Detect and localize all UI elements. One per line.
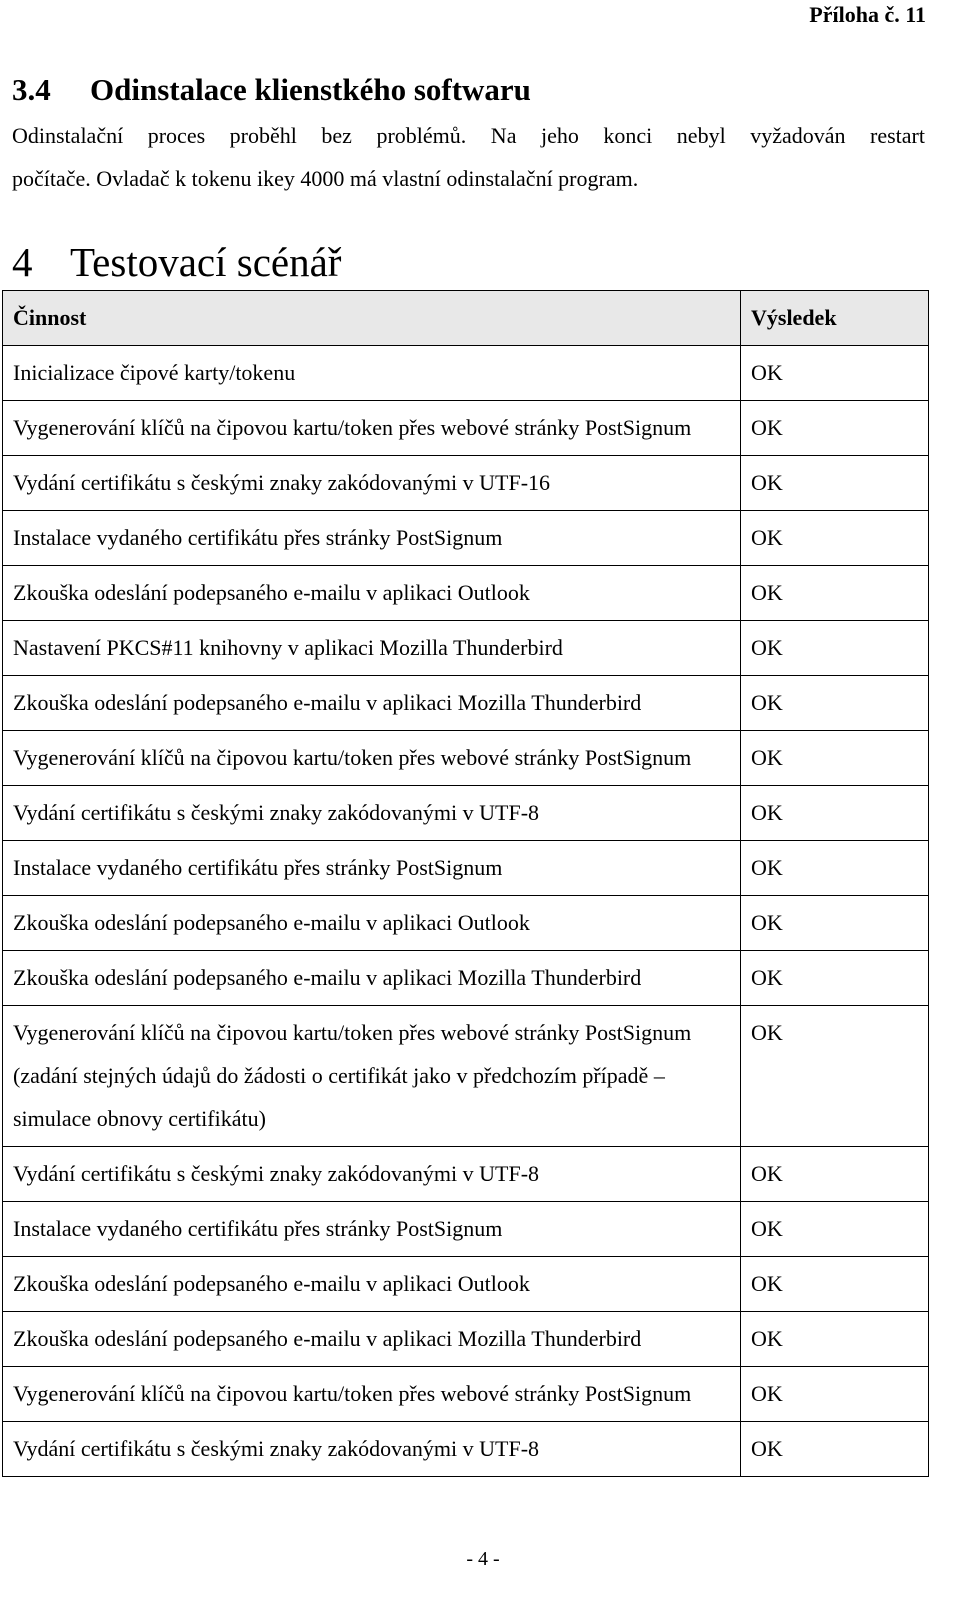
table-row <box>3 786 929 841</box>
section-4-number: 4 <box>12 239 33 285</box>
activity-cell: Vydání certifikátu s českými znaky zakódovanými v UTF-8 <box>3 1422 741 1477</box>
table-row <box>3 1312 929 1367</box>
activity-cell: Vydání certifikátu s českými znaky zakódovanými v UTF-8 <box>3 786 741 841</box>
result-cell: OK <box>741 1257 929 1312</box>
result-cell: OK <box>741 401 929 456</box>
activity-cell: Zkouška odeslání podepsaného e-mailu v aplikaci Mozilla Thunderbird <box>3 1312 741 1367</box>
activity-cell: Vydání certifikátu s českými znaky zakódovanými v UTF-8 <box>3 1147 741 1202</box>
section-3-4-title: Odinstalace klienstkého softwaru <box>90 72 531 107</box>
table-row <box>3 951 929 1006</box>
activity-cell: Vygenerování klíčů na čipovou kartu/token přes webové stránky PostSignum <box>3 731 741 786</box>
section-3-4-number: 3.4 <box>12 72 51 107</box>
result-cell: OK <box>741 786 929 841</box>
activity-cell: Nastavení PKCS#11 knihovny v aplikaci Mozilla Thunderbird <box>3 621 741 676</box>
table-row <box>3 1422 929 1477</box>
table-row <box>3 1257 929 1312</box>
table-row <box>3 401 929 456</box>
section-4-heading <box>12 238 341 286</box>
section-3-4-heading <box>12 72 531 108</box>
result-cell: OK <box>741 346 929 401</box>
result-cell: OK <box>741 621 929 676</box>
result-cell: OK <box>741 841 929 896</box>
activity-cell: Zkouška odeslání podepsaného e-mailu v aplikaci Outlook <box>3 896 741 951</box>
result-cell: OK <box>741 1367 929 1422</box>
result-cell: OK <box>741 566 929 621</box>
result-cell: OK <box>741 1422 929 1477</box>
activity-cell: Instalace vydaného certifikátu přes stránky PostSignum <box>3 511 741 566</box>
table-row <box>3 346 929 401</box>
table-row <box>3 621 929 676</box>
table-header-row <box>3 291 929 346</box>
result-cell: OK <box>741 896 929 951</box>
header-activity: Činnost <box>3 291 741 346</box>
page-number: - 4 - <box>466 1548 500 1570</box>
paragraph-line-1: Odinstalační proces proběhl bez problémů. Na jeho konci nebyl vyžadován restart <box>12 123 925 148</box>
result-cell: OK <box>741 731 929 786</box>
table-row <box>3 896 929 951</box>
result-cell: OK <box>741 676 929 731</box>
activity-cell: Zkouška odeslání podepsaného e-mailu v aplikaci Outlook <box>3 1257 741 1312</box>
activity-cell: Zkouška odeslání podepsaného e-mailu v aplikaci Mozilla Thunderbird <box>3 676 741 731</box>
table-row <box>3 456 929 511</box>
activity-cell: Vydání certifikátu s českými znaky zakódovanými v UTF-16 <box>3 456 741 511</box>
result-cell: OK <box>741 951 929 1006</box>
annex-label: Příloha č. 11 <box>809 2 926 27</box>
table-row <box>3 1006 929 1147</box>
table-row <box>3 1147 929 1202</box>
table-row <box>3 1367 929 1422</box>
result-cell: OK <box>741 1202 929 1257</box>
activity-cell: Zkouška odeslání podepsaného e-mailu v aplikaci Mozilla Thunderbird <box>3 951 741 1006</box>
result-cell: OK <box>741 1147 929 1202</box>
table-row <box>3 511 929 566</box>
paragraph-line-2: počítače. Ovladač k tokenu ikey 4000 má vlastní odinstalační program. <box>12 166 639 191</box>
section-4-title: Testovací scénář <box>70 239 342 285</box>
activity-cell: Vygenerování klíčů na čipovou kartu/token přes webové stránky PostSignum <box>3 1367 741 1422</box>
activity-cell: Instalace vydaného certifikátu přes stránky PostSignum <box>3 1202 741 1257</box>
result-cell: OK <box>741 1006 929 1147</box>
table-row <box>3 676 929 731</box>
activity-cell: Vygenerování klíčů na čipovou kartu/token přes webové stránky PostSignum (zadání stejných údajů do žádosti o certifikát jako v předchozím případě – simulace obnovy certifikátu) <box>3 1006 741 1147</box>
header-result: Výsledek <box>741 291 929 346</box>
table-row <box>3 1202 929 1257</box>
table-row <box>3 731 929 786</box>
result-cell: OK <box>741 1312 929 1367</box>
activity-cell: Vygenerování klíčů na čipovou kartu/token přes webové stránky PostSignum <box>3 401 741 456</box>
result-cell: OK <box>741 456 929 511</box>
activity-cell: Instalace vydaného certifikátu přes stránky PostSignum <box>3 841 741 896</box>
activity-cell: Zkouška odeslání podepsaného e-mailu v aplikaci Outlook <box>3 566 741 621</box>
section-3-4-paragraph <box>12 114 925 200</box>
test-scenario-table <box>2 290 929 1477</box>
table-row <box>3 841 929 896</box>
result-cell: OK <box>741 511 929 566</box>
activity-cell: Inicializace čipové karty/tokenu <box>3 346 741 401</box>
table-row <box>3 566 929 621</box>
